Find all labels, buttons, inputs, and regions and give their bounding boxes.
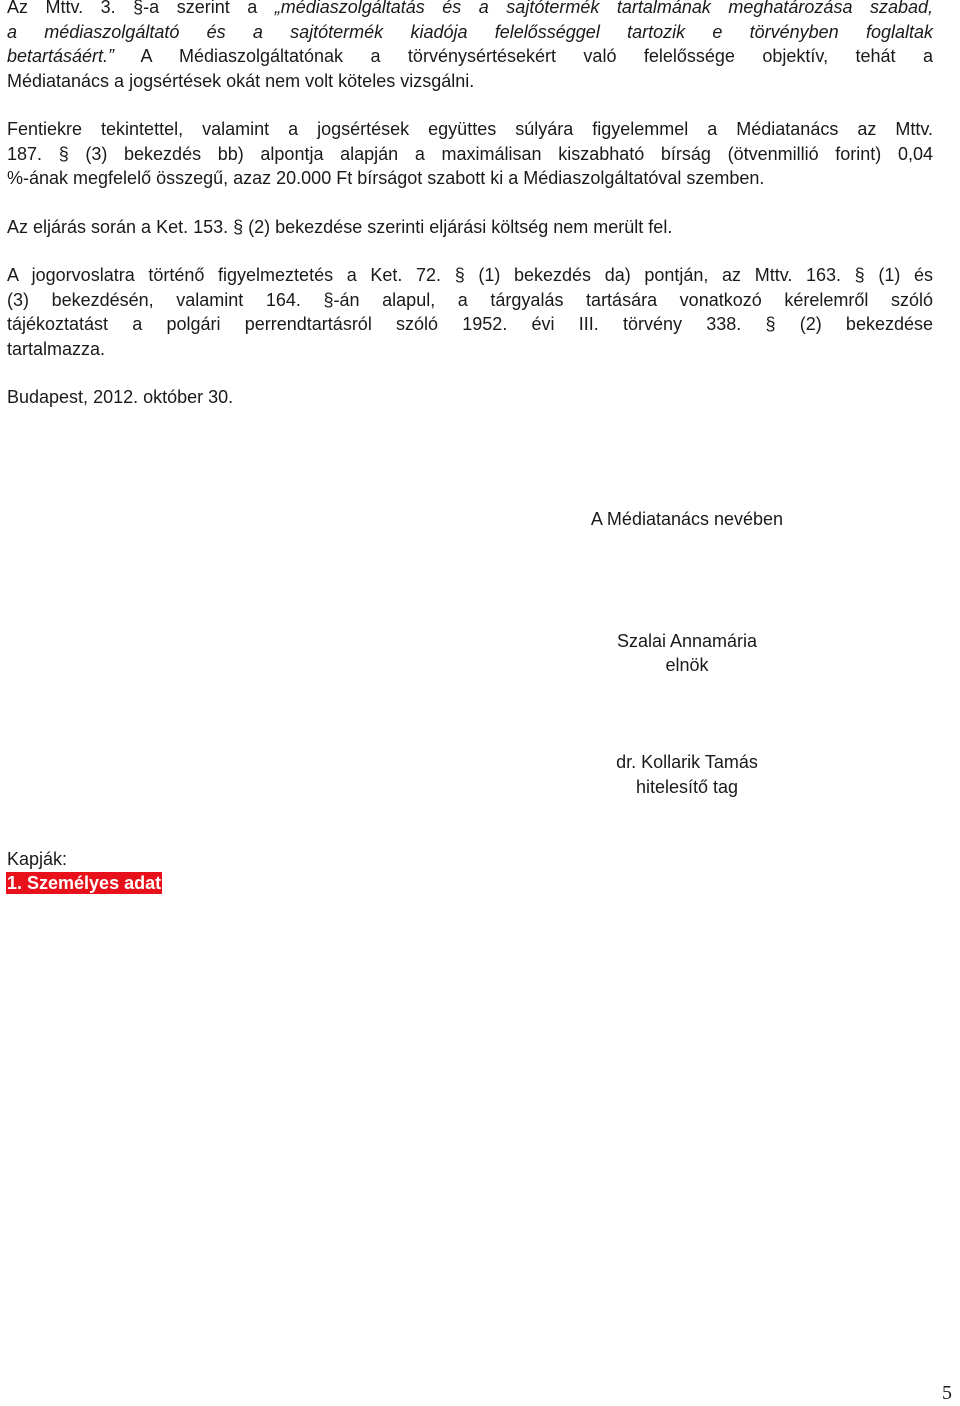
signature-on-behalf: A Médiatanács nevében (590, 509, 784, 529)
para2-line1: Fentiekre tekintettel, valamint a jogsértések együttes súlyára figyelemmel a Médiatanács az Mttv. (7, 119, 933, 139)
para2-line3: %-ának megfelelő összegű, azaz 20.000 Ft bírságot szabott ki a Médiaszolgáltatóval szemben. (7, 168, 765, 188)
paragraph-fine (7, 117, 933, 191)
para1-line1-plain: Az Mttv. 3. §-a szerint a (7, 0, 275, 17)
para1-line4: Médiatanács a jogsértések okát nem volt köteles vizsgálni. (7, 70, 475, 91)
para1-line1 (7, 0, 933, 20)
signer-2-role: hitelesítő tag (635, 777, 739, 797)
date-place: Budapest, 2012. október 30. (7, 387, 234, 407)
para2-line2: 187. § (3) bekezdés bb) alpontja alapján a maximálisan kiszabható bírság (ötvenmillió forint) 0,04 (7, 143, 933, 164)
para1-line3 (7, 44, 933, 69)
paragraph-media-liability (7, 0, 933, 93)
recipients-label: Kapják: (7, 849, 68, 869)
para4-line3: tájékoztatást a polgári perrendtartásról szóló 1952. évi III. törvény 338. § (2) bekezdése (7, 314, 933, 334)
signer-1-role: elnök (665, 655, 709, 675)
para4-line4: tartalmazza. (7, 338, 106, 359)
para4-line2: (3) bekezdésén, valamint 164. §-án alapul, a tárgyalás tartására vonatkozó kérelemről szóló (7, 289, 933, 310)
para1-line2 (7, 20, 933, 45)
para1-line2-quote: a médiaszolgáltató és a sajtótermék kiadója felelősséggel tartozik e törvényben foglaltak (7, 21, 933, 42)
para4-line1: A jogorvoslatra történő figyelmeztetés a Ket. 72. § (1) bekezdés da) pontján, az Mttv. 163. § (1) és (7, 265, 933, 285)
para1-line3-plain: A Médiaszolgáltatónak a törvénysértésekért való felelőssége objektív, tehát a (114, 46, 933, 66)
signer-1-name: Szalai Annamária (616, 631, 758, 651)
signer-2-name: dr. Kollarik Tamás (616, 752, 758, 772)
redacted-recipient: 1. Személyes adat (7, 873, 162, 893)
para1-line1-quote: „médiaszolgáltatás és a sajtótermék tartalmának meghatározása szabad, (274, 0, 933, 17)
para1-line3-quote: betartásáért.” (7, 46, 115, 66)
paragraph-procedural-cost: Az eljárás során a Ket. 153. § (2) bekezdése szerinti eljárási költség nem merült fel. (7, 217, 673, 237)
paragraph-legal-remedy (7, 263, 933, 361)
page-number: 5 (942, 1382, 952, 1404)
